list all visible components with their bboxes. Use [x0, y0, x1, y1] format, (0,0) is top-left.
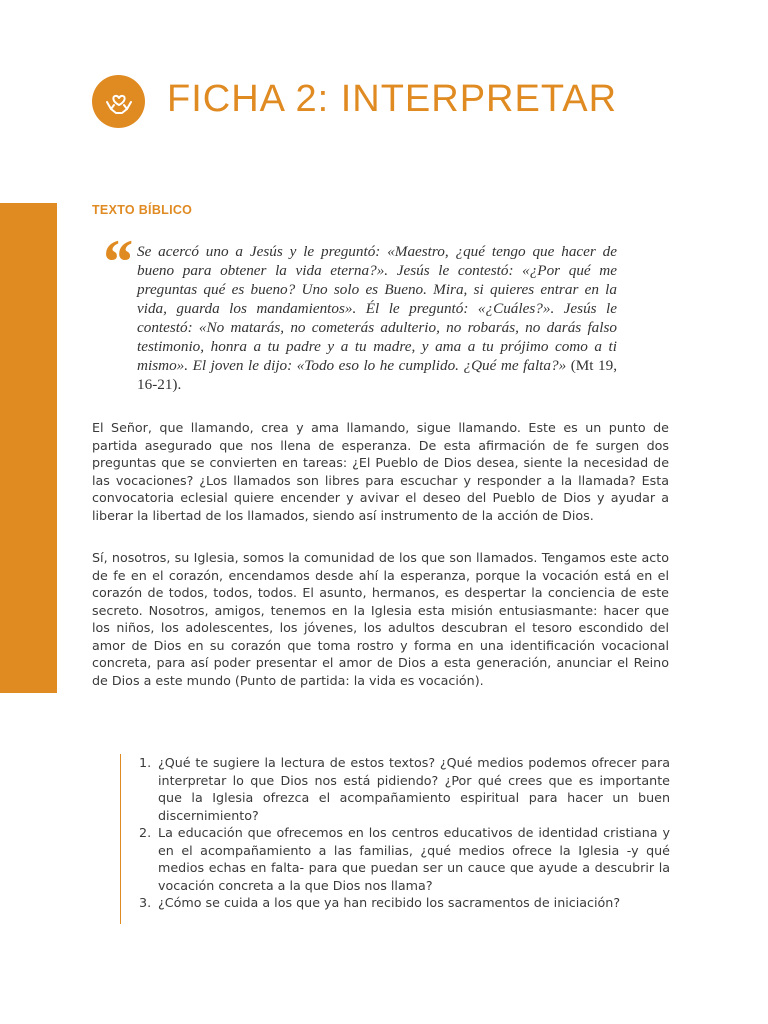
side-accent-bar [0, 203, 57, 693]
question-text: La educación que ofrecemos en los centros educativos de identidad cristiana y en el acompañamiento a las familias, ¿qué medios ofrece la Iglesia -y qué medios echas en falta- para que puedan ser un cauce que ayude a descubrir la vocación concreta a la que Dios nos llama? [158, 825, 670, 893]
question-list [121, 754, 670, 912]
question-number: 2. [139, 825, 152, 840]
bible-quote [137, 242, 617, 394]
hands-heart-icon [92, 75, 145, 128]
question-text: ¿Cómo se cuida a los que ya han recibido los sacramentos de iniciación? [158, 895, 621, 910]
body-paragraph-2: Sí, nosotros, su Iglesia, somos la comunidad de los que son llamados. Tengamos este acto de fe en el corazón, encendamos desde ahí la esperanza, porque la vocación está en el corazón de todos, todos, todos. El asunto, hermanos, es despertar la conciencia de este secreto. Nosotros, amigos, tenemos en la Iglesia esta misión entusiasmante: hacer que los niños, los adolescentes, los jóvenes, los adultos descubran el tesoro escondido del amor de Dios en su corazón que toma rostro y forma en una identificación vocacional concreta, para así poder presentar el amor de Dios a esta generación, anunciar el Reino de Dios a este mundo (Punto de partida: la vida es vocación). [92, 550, 669, 688]
quote-mark-icon: “ [100, 226, 132, 297]
question-text: ¿Qué te sugiere la lectura de estos textos? ¿Qué medios podemos ofrecer para interpretar lo que Dios nos está pidiendo? ¿Por qué crees que es importante que la Iglesia ofrezca el acompañamiento espiritual para hacer un buen discernimiento? [158, 755, 670, 823]
section-heading: TEXTO BÍBLICO [92, 203, 193, 217]
bible-quote-text: Se acercó uno a Jesús y le preguntó: «Maestro, ¿qué tengo que hacer de bueno para obtener la vida eterna?». Jesús le contestó: «¿Por qué me preguntas qué es bueno? Uno solo es Bueno. Mira, si quieres entrar en la vida, guarda los mandamientos». Él le preguntó: «¿Cuáles?». Jesús le contestó: «No matarás, no cometerás adulterio, no robarás, no darás falso testimonio, honra a tu padre y a tu madre, y ama a tu prójimo como a ti mismo». El joven le dijo: «Todo eso lo he cumplido. ¿Qué me falta?» [137, 243, 617, 374]
question-number: 1. [139, 755, 152, 770]
question-item [121, 824, 670, 894]
page-title: FICHA 2: INTERPRETAR [167, 78, 618, 120]
question-item [121, 894, 670, 912]
question-item [121, 754, 670, 824]
bible-quote-reference: (Mt 19, 16-21). [137, 357, 618, 393]
questions-block [120, 754, 670, 924]
body-paragraph-1: El Señor, que llamando, crea y ama llamando, sigue llamando. Este es un punto de partida asegurado que nos llena de esperanza. De esta afirmación de fe surgen dos preguntas que se convierten en tareas: ¿El Pueblo de Dios desea, siente la necesidad de las vocaciones? ¿Los llamados son libres para escuchar y responder a la llamada? Esta convocatoria eclesial quiere encender y avivar el deseo del Pueblo de Dios y ayudar a liberar la libertad de los llamados, siendo así instrumento de la acción de Dios. [92, 420, 669, 523]
question-number: 3. [139, 895, 152, 910]
